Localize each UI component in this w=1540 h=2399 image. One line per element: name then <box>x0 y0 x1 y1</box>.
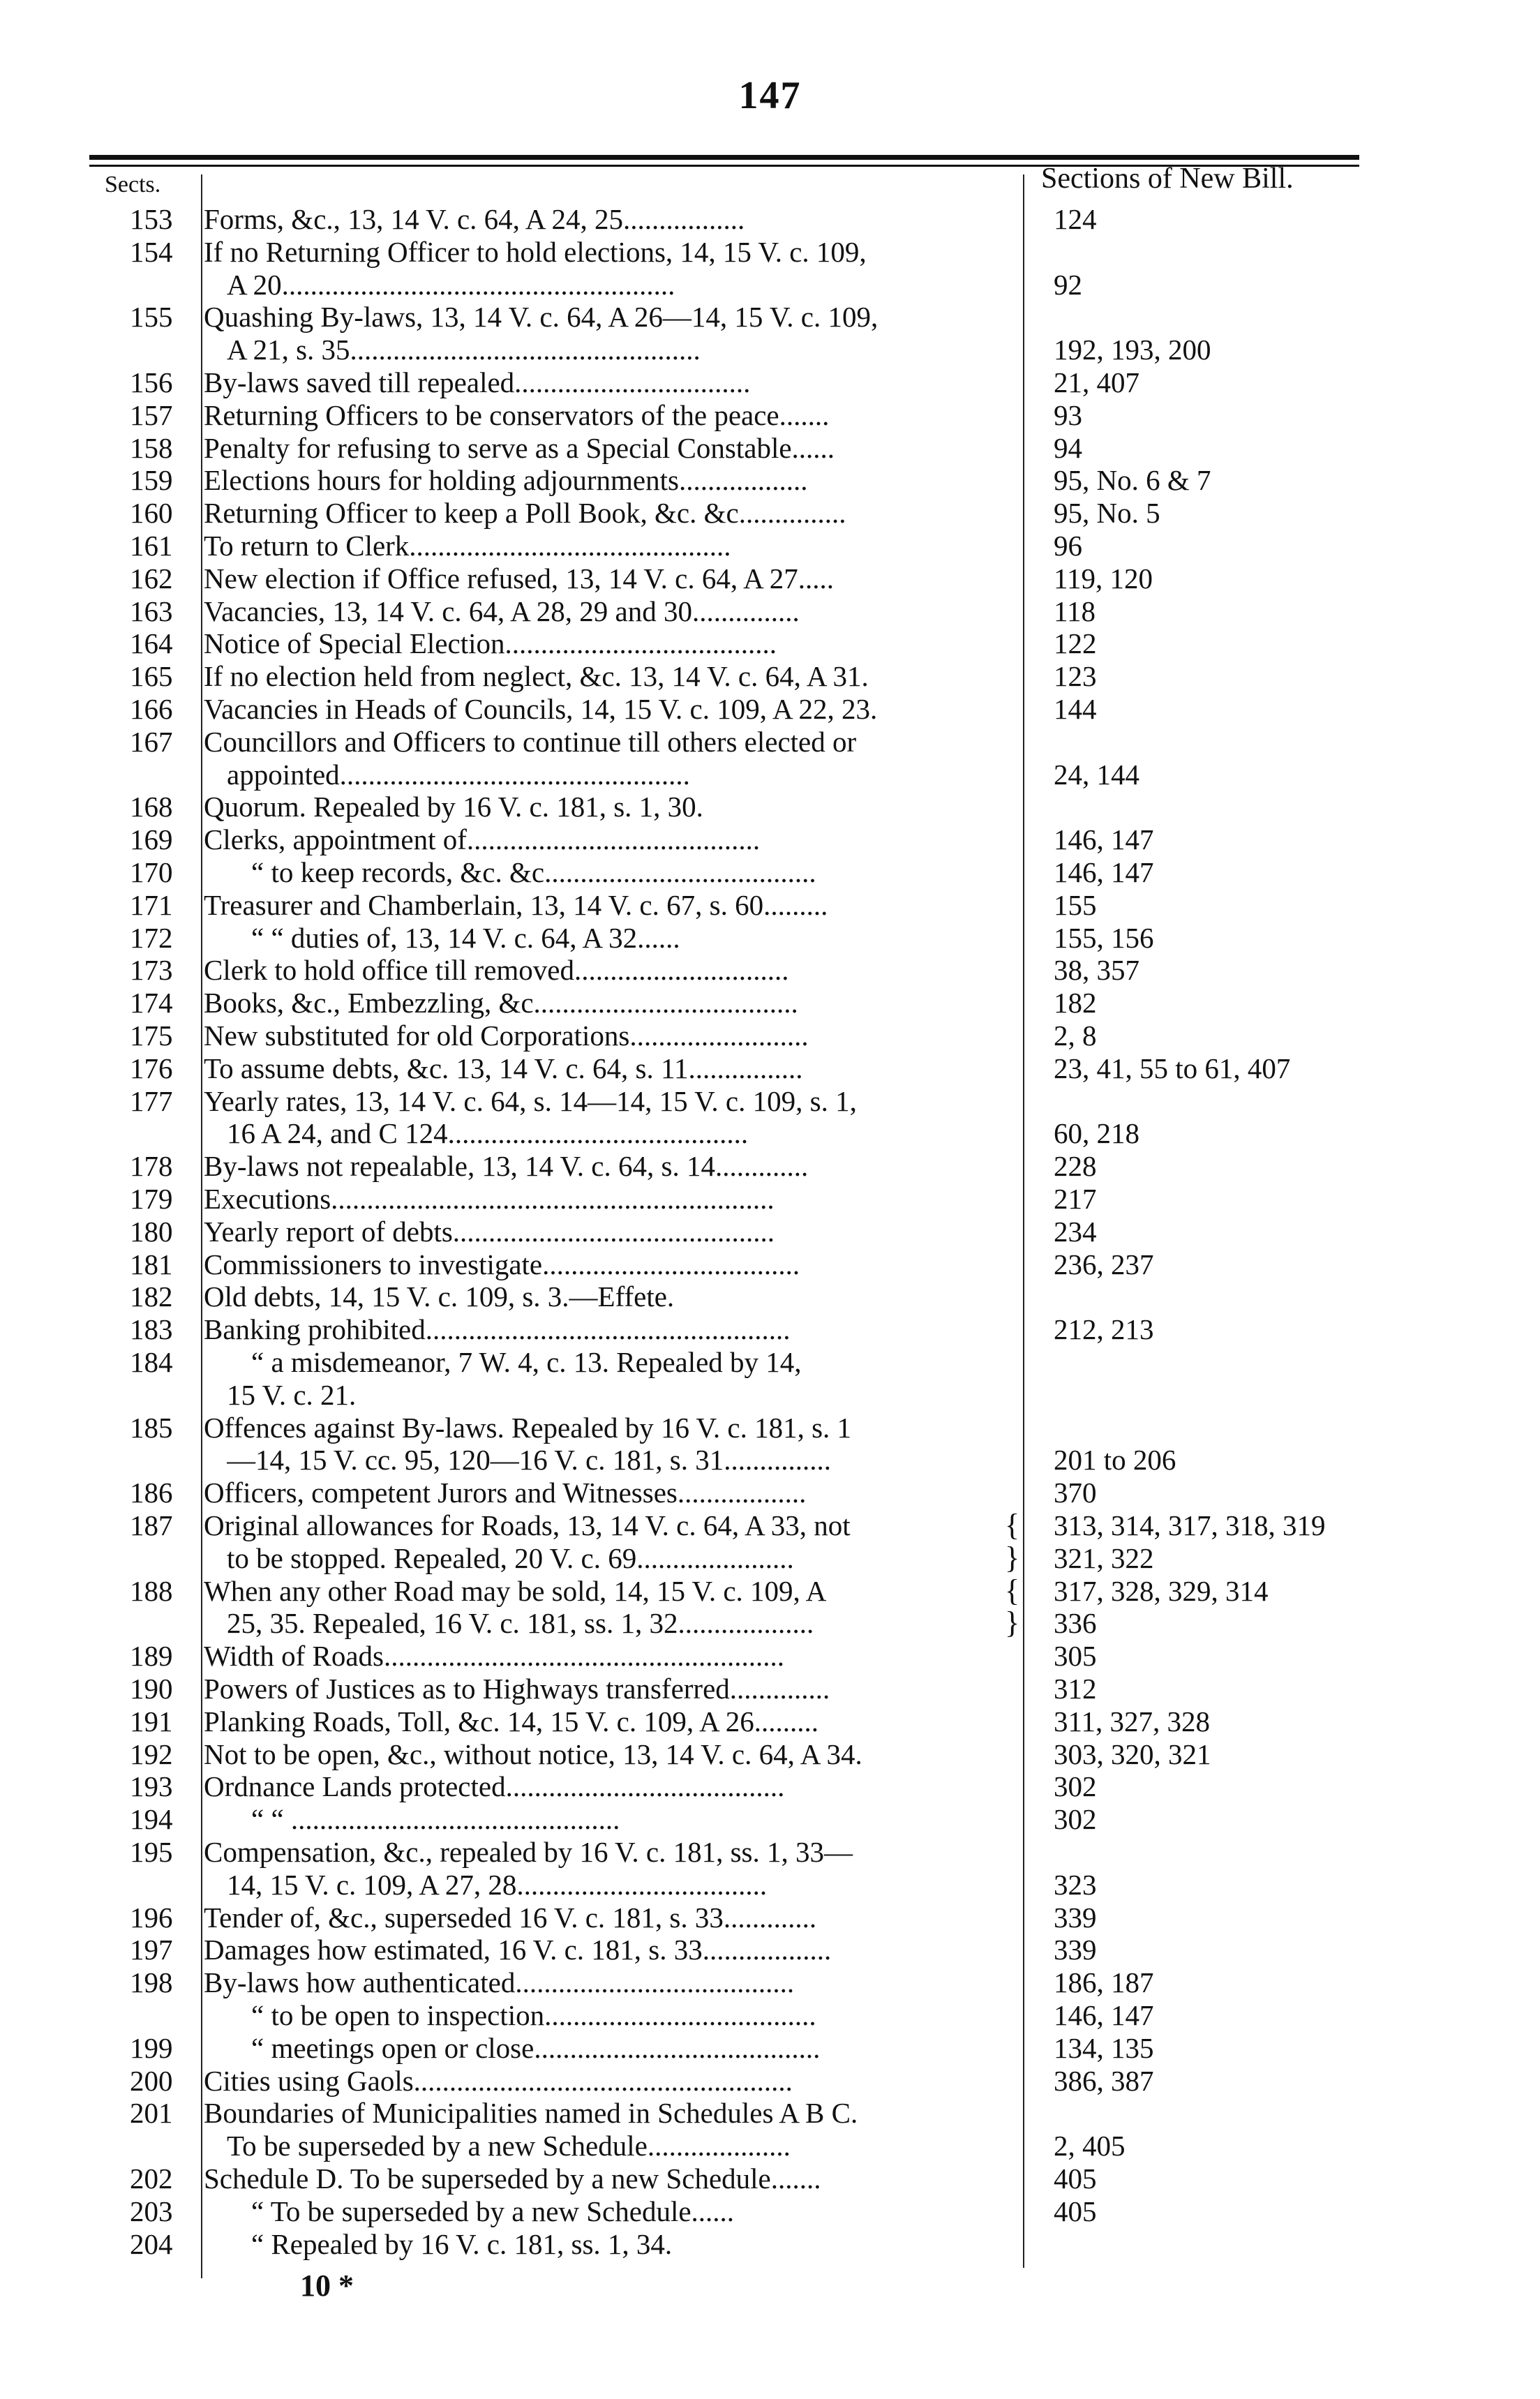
new-bill-sections: 323 <box>1054 1869 1097 1901</box>
section-number: 164 <box>130 627 173 659</box>
section-number: 170 <box>130 856 173 888</box>
index-row <box>0 986 1540 1019</box>
section-description: A 20....................................................... <box>227 269 675 301</box>
index-row <box>0 398 1540 432</box>
new-bill-sections: 146, 147 <box>1054 856 1154 888</box>
new-bill-sections: 405 <box>1054 2195 1097 2227</box>
section-number: 189 <box>130 1640 173 1672</box>
section-description: to be stopped. Repealed, 20 V. c. 69...................... <box>227 1542 794 1574</box>
section-number: 181 <box>130 1248 173 1280</box>
section-number: 186 <box>130 1477 173 1509</box>
index-row <box>0 1868 1540 1901</box>
section-number: 169 <box>130 823 173 855</box>
new-bill-sections: 2, 405 <box>1054 2130 1126 2162</box>
section-description: New substituted for old Corporations......................... <box>204 1019 809 1052</box>
section-description: Vacancies, 13, 14 V. c. 64, A 28, 29 and 30............... <box>204 595 800 627</box>
index-row <box>0 1149 1540 1183</box>
section-number: 190 <box>130 1673 173 1705</box>
section-number: 173 <box>130 954 173 986</box>
section-description: Returning Officers to be conservators of the peace....... <box>204 399 830 431</box>
index-row <box>0 790 1540 823</box>
section-number: 163 <box>130 595 173 627</box>
page-number: 147 <box>738 74 802 117</box>
index-row <box>0 758 1540 791</box>
section-description: Clerk to hold office till removed.............................. <box>204 954 789 986</box>
new-bill-sections: 236, 237 <box>1054 1248 1154 1280</box>
section-number: 199 <box>130 2032 173 2064</box>
index-row <box>0 1509 1540 1542</box>
section-description: Returning Officer to keep a Poll Book, &c. &c............... <box>204 497 846 529</box>
index-row <box>0 1411 1540 1444</box>
section-number: 197 <box>130 1934 173 1966</box>
section-description: “ “ duties of, 13, 14 V. c. 64, A 32...... <box>251 922 680 954</box>
index-row <box>0 888 1540 922</box>
section-number: 153 <box>130 203 173 235</box>
section-number: 176 <box>130 1052 173 1084</box>
section-description: Cities using Gaols..................................................... <box>204 2065 793 2097</box>
signature-mark: 10 * <box>300 2269 354 2303</box>
section-number: 165 <box>130 660 173 692</box>
section-description: Banking prohibited................................................... <box>204 1313 791 1345</box>
index-row <box>0 692 1540 726</box>
index-row <box>0 855 1540 889</box>
section-description: Forms, &c., 13, 14 V. c. 64, A 24, 25................. <box>204 203 745 235</box>
section-description: Offences against By-laws. Repealed by 16 V. c. 181, s. 1 <box>204 1412 852 1444</box>
section-description: 16 A 24, and C 124.......................................... <box>227 1117 749 1149</box>
section-number: 196 <box>130 1901 173 1934</box>
section-description: Executions.............................................................. <box>204 1183 775 1215</box>
index-row <box>0 1116 1540 1150</box>
section-description: To assume debts, &c. 13, 14 V. c. 64, s. 11................ <box>204 1052 803 1084</box>
section-description: “ Repealed by 16 V. c. 181, ss. 1, 34. <box>251 2228 673 2260</box>
new-bill-sections: 370 <box>1054 1477 1097 1509</box>
section-description: By-laws how authenticated....................................... <box>204 1966 795 1998</box>
index-row <box>0 1443 1540 1477</box>
section-number: 171 <box>130 889 173 921</box>
new-bill-sections: 38, 357 <box>1054 954 1139 986</box>
section-number: 185 <box>130 1412 173 1444</box>
index-row <box>0 1835 1540 1869</box>
section-number: 191 <box>130 1705 173 1737</box>
section-number: 184 <box>130 1346 173 1378</box>
new-bill-sections: 312 <box>1054 1673 1097 1705</box>
new-bill-sections: 146, 147 <box>1054 1999 1154 2031</box>
section-description: Books, &c., Embezzling, &c..................................... <box>204 987 798 1019</box>
section-description: Tender of, &c., superseded 16 V. c. 181, s. 33............. <box>204 1901 817 1934</box>
section-description: A 21, s. 35................................................. <box>227 334 701 366</box>
section-description: “ a misdemeanor, 7 W. 4, c. 13. Repealed by 14, <box>251 1346 802 1378</box>
index-row <box>0 300 1540 334</box>
brace-mark: { <box>1005 1508 1020 1542</box>
section-number: 193 <box>130 1770 173 1802</box>
new-bill-sections: 96 <box>1054 530 1082 562</box>
index-row <box>0 1705 1540 1738</box>
section-description: New election if Office refused, 13, 14 V. c. 64, A 27..... <box>204 562 834 595</box>
index-row <box>0 496 1540 530</box>
new-bill-sections: 336 <box>1054 1607 1097 1639</box>
index-row <box>0 2096 1540 2130</box>
section-number: 198 <box>130 1966 173 1998</box>
new-bill-sections: 302 <box>1054 1803 1097 1835</box>
index-row <box>0 1802 1540 1836</box>
new-bill-sections: 228 <box>1054 1150 1097 1182</box>
index-row <box>0 463 1540 497</box>
new-bill-sections: 234 <box>1054 1216 1097 1248</box>
index-row <box>0 235 1540 269</box>
new-bill-sections: 311, 327, 328 <box>1054 1705 1210 1737</box>
section-number: 166 <box>130 693 173 725</box>
section-description: 25, 35. Repealed, 16 V. c. 181, ss. 1, 32................... <box>227 1607 814 1639</box>
section-description: Commissioners to investigate.................................... <box>204 1248 800 1280</box>
section-description: Old debts, 14, 15 V. c. 109, s. 3.—Effete. <box>204 1280 675 1313</box>
new-bill-sections: 124 <box>1054 203 1097 235</box>
index-row <box>0 333 1540 366</box>
section-number: 192 <box>130 1738 173 1770</box>
section-number: 160 <box>130 497 173 529</box>
index-row <box>0 1019 1540 1052</box>
new-bill-sections: 144 <box>1054 693 1097 725</box>
index-row <box>0 627 1540 660</box>
section-description: 14, 15 V. c. 109, A 27, 28................................... <box>227 1869 768 1901</box>
section-description: Notice of Special Election...................................... <box>204 627 777 659</box>
section-number: 177 <box>130 1085 173 1117</box>
index-row <box>0 2064 1540 2098</box>
brace-mark: } <box>1005 1541 1020 1575</box>
index-row <box>0 1541 1540 1575</box>
index-row <box>0 953 1540 987</box>
index-row <box>0 2162 1540 2195</box>
new-bill-sections: 321, 322 <box>1054 1542 1154 1574</box>
section-description: Yearly rates, 13, 14 V. c. 64, s. 14—14, 15 V. c. 109, s. 1, <box>204 1085 857 1117</box>
index-row <box>0 366 1540 399</box>
section-description: Clerks, appointment of......................................... <box>204 823 761 855</box>
index-row <box>0 1280 1540 1313</box>
section-description: “ “ .............................................. <box>251 1803 620 1835</box>
section-description: By-laws saved till repealed................................. <box>204 366 751 398</box>
new-bill-sections: 95, No. 6 & 7 <box>1054 464 1211 496</box>
section-description: Quashing By-laws, 13, 14 V. c. 64, A 26—14, 15 V. c. 109, <box>204 301 879 333</box>
index-row <box>0 1084 1540 1118</box>
new-bill-sections: 95, No. 5 <box>1054 497 1160 529</box>
section-number: 178 <box>130 1150 173 1182</box>
section-number: 179 <box>130 1183 173 1215</box>
index-row <box>0 1966 1540 1999</box>
section-description: Original allowances for Roads, 13, 14 V. c. 64, A 33, not <box>204 1509 851 1541</box>
new-bill-sections: 201 to 206 <box>1054 1444 1176 1476</box>
section-description: Schedule D. To be superseded by a new Schedule....... <box>204 2162 821 2195</box>
section-description: Ordnance Lands protected....................................... <box>204 1770 785 1802</box>
section-description: Yearly report of debts............................................. <box>204 1216 775 1248</box>
brace-mark: { <box>1005 1574 1020 1608</box>
new-bill-sections: 317, 328, 329, 314 <box>1054 1575 1269 1607</box>
section-number: 168 <box>130 791 173 823</box>
section-description: “ To be superseded by a new Schedule...... <box>251 2195 735 2227</box>
index-row <box>0 1345 1540 1379</box>
section-number: 158 <box>130 432 173 464</box>
sections-column-header: Sects. <box>105 172 161 197</box>
new-bill-sections: 217 <box>1054 1183 1097 1215</box>
new-bill-sections: 303, 320, 321 <box>1054 1738 1211 1770</box>
new-bill-sections: 339 <box>1054 1901 1097 1934</box>
section-description: —14, 15 V. cc. 95, 120—16 V. c. 181, s. 31............... <box>227 1444 831 1476</box>
brace-mark: } <box>1005 1606 1020 1640</box>
section-description: When any other Road may be sold, 14, 15 V. c. 109, A <box>204 1575 827 1607</box>
index-row <box>0 1248 1540 1281</box>
index-row <box>0 659 1540 693</box>
section-number: 154 <box>130 236 173 268</box>
section-description: To return to Clerk............................................. <box>204 530 731 562</box>
new-bill-sections: 192, 193, 200 <box>1054 334 1211 366</box>
index-row <box>0 2031 1540 2065</box>
section-number: 159 <box>130 464 173 496</box>
section-number: 155 <box>130 301 173 333</box>
new-bill-sections: 405 <box>1054 2162 1097 2195</box>
section-description: Treasurer and Chamberlain, 13, 14 V. c. 67, s. 60......... <box>204 889 828 921</box>
index-row <box>0 1313 1540 1346</box>
section-description: “ to keep records, &c. &c...................................... <box>251 856 816 888</box>
index-row <box>0 1639 1540 1673</box>
new-bill-sections: 313, 314, 317, 318, 319 <box>1054 1509 1326 1541</box>
section-number: 188 <box>130 1575 173 1607</box>
new-bill-sections: 123 <box>1054 660 1097 692</box>
index-row <box>0 1378 1540 1412</box>
index-row <box>0 1770 1540 1803</box>
section-number: 162 <box>130 562 173 595</box>
new-bill-sections: 186, 187 <box>1054 1966 1154 1998</box>
new-bill-sections: 146, 147 <box>1054 823 1154 855</box>
section-description: Councillors and Officers to continue till others elected or <box>204 726 857 758</box>
section-number: 201 <box>130 2097 173 2129</box>
section-number: 172 <box>130 922 173 954</box>
new-bill-sections: 134, 135 <box>1054 2032 1154 2064</box>
index-row <box>0 431 1540 465</box>
index-row <box>0 1998 1540 2032</box>
index-row <box>0 725 1540 758</box>
new-bill-sections: 94 <box>1054 432 1082 464</box>
section-number: 187 <box>130 1509 173 1541</box>
index-row <box>0 562 1540 595</box>
section-description: Planking Roads, Toll, &c. 14, 15 V. c. 109, A 26......... <box>204 1705 818 1737</box>
index-row <box>0 1182 1540 1216</box>
section-description: appointed................................................. <box>227 758 690 791</box>
section-description: Powers of Justices as to Highways transferred.............. <box>204 1673 830 1705</box>
new-bill-column-header: Sections of New Bill. <box>1041 163 1294 195</box>
section-description: Penalty for refusing to serve as a Special Constable...... <box>204 432 835 464</box>
index-row <box>0 1215 1540 1248</box>
index-row <box>0 1672 1540 1705</box>
new-bill-sections: 305 <box>1054 1640 1097 1672</box>
new-bill-sections: 302 <box>1054 1770 1097 1802</box>
index-row <box>0 268 1540 301</box>
index-row <box>0 1574 1540 1608</box>
index-row <box>0 595 1540 628</box>
index-row <box>0 921 1540 955</box>
section-number: 202 <box>130 2162 173 2195</box>
section-description: If no election held from neglect, &c. 13, 14 V. c. 64, A 31. <box>204 660 869 692</box>
section-description: To be superseded by a new Schedule.................... <box>227 2130 791 2162</box>
new-bill-sections: 182 <box>1054 987 1097 1019</box>
section-description: “ to be open to inspection...................................... <box>251 1999 816 2031</box>
index-row <box>0 529 1540 562</box>
section-description: Not to be open, &c., without notice, 13, 14 V. c. 64, A 34. <box>204 1738 862 1770</box>
section-description: Elections hours for holding adjournments.................. <box>204 464 808 496</box>
new-bill-sections: 21, 407 <box>1054 366 1139 398</box>
section-number: 161 <box>130 530 173 562</box>
section-description: By-laws not repealable, 13, 14 V. c. 64, s. 14............. <box>204 1150 809 1182</box>
new-bill-sections: 119, 120 <box>1054 562 1153 595</box>
new-bill-sections: 60, 218 <box>1054 1117 1139 1149</box>
section-number: 194 <box>130 1803 173 1835</box>
section-number: 180 <box>130 1216 173 1248</box>
section-number: 167 <box>130 726 173 758</box>
new-bill-sections: 92 <box>1054 269 1082 301</box>
section-number: 174 <box>130 987 173 1019</box>
section-description: “ meetings open or close........................................ <box>251 2032 821 2064</box>
section-description: Compensation, &c., repealed by 16 V. c. 181, ss. 1, 33— <box>204 1836 853 1868</box>
index-row <box>0 1933 1540 1966</box>
section-description: Quorum. Repealed by 16 V. c. 181, s. 1, 30. <box>204 791 703 823</box>
top-rule <box>89 155 1359 160</box>
new-bill-sections: 212, 213 <box>1054 1313 1154 1345</box>
new-bill-sections: 122 <box>1054 627 1097 659</box>
new-bill-sections: 2, 8 <box>1054 1019 1097 1052</box>
section-description: Width of Roads........................................................ <box>204 1640 784 1672</box>
index-row <box>0 1737 1540 1771</box>
new-bill-sections: 93 <box>1054 399 1082 431</box>
section-number: 203 <box>130 2195 173 2227</box>
section-number: 175 <box>130 1019 173 1052</box>
section-number: 195 <box>130 1836 173 1868</box>
section-number: 200 <box>130 2065 173 2097</box>
index-row <box>0 823 1540 856</box>
section-description: Officers, competent Jurors and Witnesses.................. <box>204 1477 807 1509</box>
new-bill-sections: 339 <box>1054 1934 1097 1966</box>
section-number: 183 <box>130 1313 173 1345</box>
index-row <box>0 2195 1540 2228</box>
index-row <box>0 1606 1540 1640</box>
new-bill-sections: 155 <box>1054 889 1097 921</box>
section-number: 182 <box>130 1280 173 1313</box>
section-description: Boundaries of Municipalities named in Schedules A B C. <box>204 2097 858 2129</box>
new-bill-sections: 386, 387 <box>1054 2065 1154 2097</box>
index-row <box>0 202 1540 236</box>
section-description: If no Returning Officer to hold elections, 14, 15 V. c. 109, <box>204 236 867 268</box>
section-number: 156 <box>130 366 173 398</box>
index-row <box>0 1476 1540 1509</box>
new-bill-sections: 118 <box>1054 595 1096 627</box>
section-number: 204 <box>130 2228 173 2260</box>
index-row <box>0 1901 1540 1934</box>
section-number: 157 <box>130 399 173 431</box>
index-row <box>0 1052 1540 1085</box>
new-bill-sections: 23, 41, 55 to 61, 407 <box>1054 1052 1291 1084</box>
new-bill-sections: 155, 156 <box>1054 922 1154 954</box>
index-row <box>0 2227 1540 2261</box>
section-description: Vacancies in Heads of Councils, 14, 15 V. c. 109, A 22, 23. <box>204 693 878 725</box>
section-description: 15 V. c. 21. <box>227 1379 357 1411</box>
section-description: Damages how estimated, 16 V. c. 181, s. 33.................. <box>204 1934 832 1966</box>
index-row <box>0 2129 1540 2162</box>
new-bill-sections: 24, 144 <box>1054 758 1139 791</box>
